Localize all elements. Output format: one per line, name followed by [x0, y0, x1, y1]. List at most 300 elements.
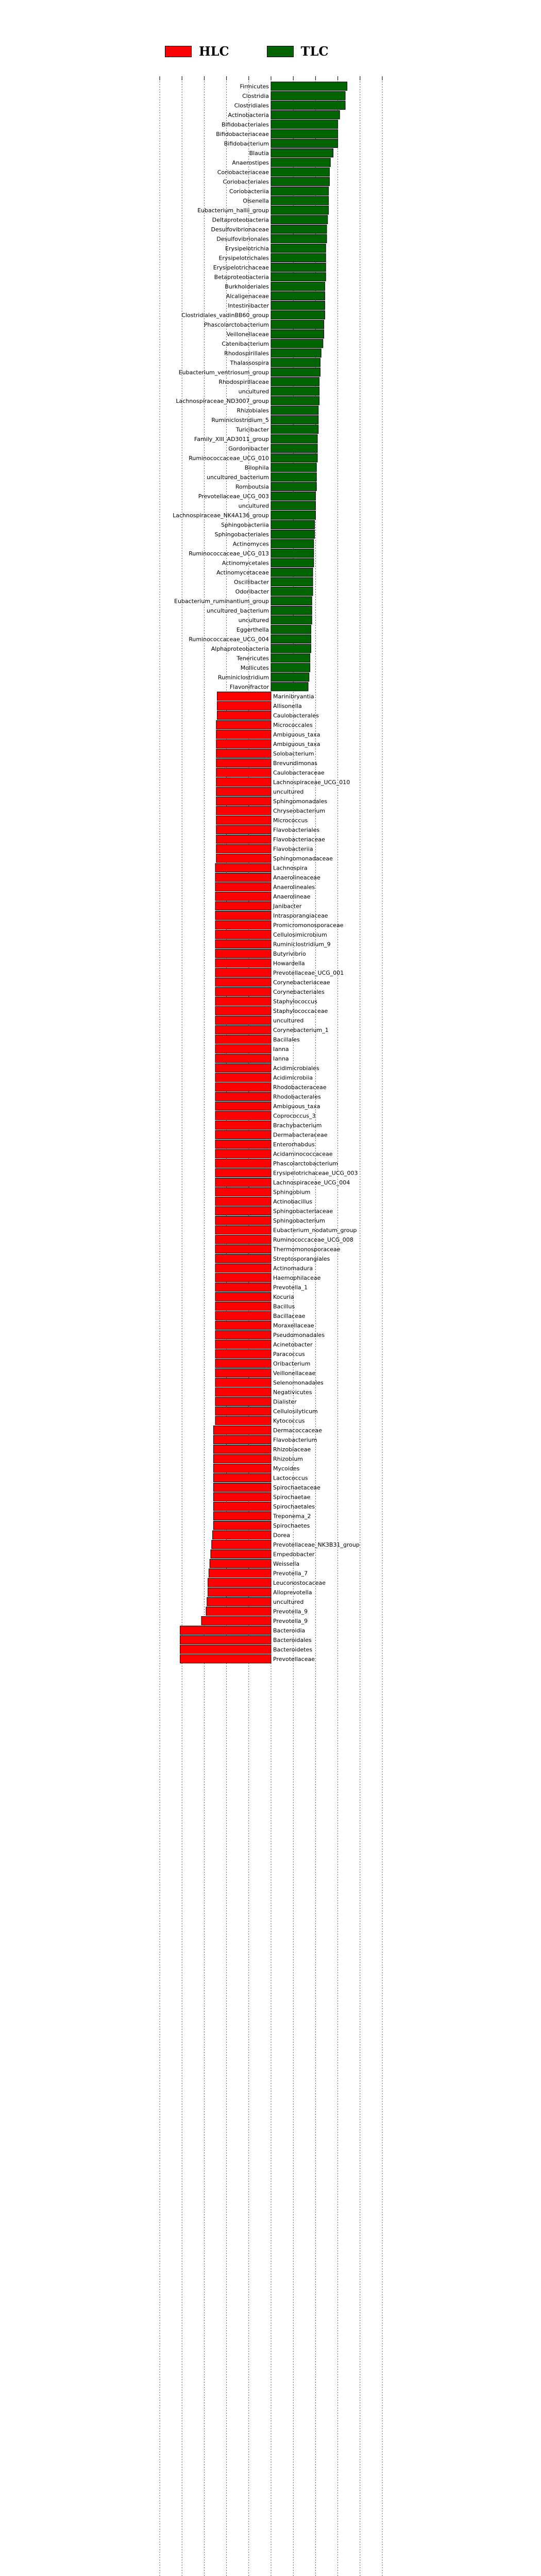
bar-label: Rhodobacterales	[273, 1093, 321, 1100]
bar-label: uncultured_bacterium	[207, 473, 269, 481]
bar-tlc	[271, 473, 316, 482]
bar-label: uncultured	[238, 388, 269, 395]
bar-label: Lachnospiraceae_NK4A136_group	[173, 512, 269, 519]
bar-label: Sphingobium	[273, 1189, 311, 1196]
bar-tlc	[271, 139, 338, 148]
bar-tlc	[271, 253, 326, 262]
bar-hlc	[215, 1188, 271, 1196]
bar-label: Blautia	[249, 149, 269, 157]
bar-label: Clostridiales	[234, 102, 269, 109]
bar-hlc	[215, 1235, 271, 1244]
bar-tlc	[271, 625, 311, 634]
bar-tlc	[271, 578, 313, 586]
bar-label: Actinomycetaceae	[216, 569, 269, 576]
bar-hlc	[215, 1397, 271, 1406]
bar-label: Ambiguous_taxa	[273, 1103, 320, 1110]
bar-hlc	[215, 1111, 271, 1120]
bar-label: Anaerostipes	[232, 159, 269, 166]
bar-hlc	[213, 1493, 271, 1501]
bar-hlc	[217, 702, 271, 710]
bar-hlc	[217, 692, 271, 701]
bar-tlc	[271, 101, 345, 110]
bar-hlc	[216, 759, 271, 768]
bar-label: Bacillus	[273, 1303, 295, 1310]
bar-label: Eubacterium_ruminantium_group	[174, 598, 269, 605]
bar-label: Sphingobacteriales	[214, 531, 269, 538]
bar-hlc	[216, 844, 271, 853]
bar-label: Dermacoccaceae	[273, 1427, 322, 1434]
bar-label: Prevotella_7	[273, 1570, 308, 1577]
bar-tlc	[271, 130, 338, 139]
bar-label: Micrococcus	[273, 817, 308, 824]
bar-label: Sphingomonadales	[273, 798, 328, 805]
bar-label: Janibacter	[273, 903, 302, 910]
bar-label: Weissella	[273, 1560, 300, 1567]
bar-hlc	[216, 797, 271, 806]
bar-tlc	[271, 454, 317, 463]
bar-label: Butyrivibrio	[273, 950, 306, 957]
bar-hlc	[216, 778, 271, 787]
bar-label: Rhodospirillales	[224, 350, 269, 357]
bar-label: Phascolarctobacterium	[204, 321, 269, 328]
bar-label: Odoribacter	[235, 588, 269, 595]
bar-hlc	[215, 1159, 271, 1168]
bar-label: Ruminococcaceae_UCG_010	[189, 454, 269, 462]
bar-hlc	[215, 892, 271, 901]
bar-label: Caulobacteraceae	[273, 769, 325, 776]
bar-tlc	[271, 320, 324, 329]
bar-tlc	[271, 549, 314, 558]
bar-hlc	[215, 959, 271, 968]
bar-hlc	[215, 1016, 271, 1025]
bar-hlc	[206, 1607, 271, 1616]
bar-label: Acidaminococcaceae	[273, 1150, 333, 1158]
bar-label: Spirochaetae	[273, 1494, 311, 1501]
bar-hlc	[215, 1359, 271, 1368]
bar-label: Bacteroidales	[273, 1636, 312, 1643]
bar-hlc	[215, 1245, 271, 1253]
bar-label: Flavobacteriia	[273, 845, 313, 853]
bar-label: Phascolarctobacterium	[273, 1160, 339, 1167]
bar-label: uncultured	[273, 1017, 304, 1024]
bar-hlc	[180, 1645, 271, 1654]
bar-label: Gordonibacter	[228, 445, 269, 452]
bar-label: Ruminococcaceae_UCG_004	[189, 636, 269, 643]
bar-tlc	[271, 558, 314, 567]
bar-label: Ruminiclostridium	[217, 674, 269, 681]
bar-label: Leuconostocaceae	[273, 1579, 326, 1586]
bar-hlc	[216, 835, 271, 844]
bar-hlc	[215, 1388, 271, 1397]
bar-hlc	[180, 1626, 271, 1635]
bar-tlc	[271, 587, 313, 596]
bar-hlc	[215, 1197, 271, 1206]
bar-hlc	[215, 1045, 271, 1054]
bar-label: Streptosporangiales	[273, 1255, 330, 1262]
bar-label: Anaerolineales	[273, 884, 315, 891]
bar-hlc	[215, 1264, 271, 1273]
bar-tlc	[271, 368, 320, 377]
bar-hlc	[213, 1502, 271, 1511]
bar-label: Ruminococcaceae_UCG_013	[189, 550, 269, 557]
bar-tlc	[271, 635, 311, 643]
bar-tlc	[271, 177, 329, 186]
bar-hlc	[215, 1378, 271, 1387]
bar-label: Sphingobacteriia	[221, 521, 269, 529]
bar-label: Oscillibacter	[233, 579, 269, 586]
bar-label: Acidimicrobiia	[273, 1074, 313, 1081]
bar-hlc	[215, 1283, 271, 1292]
bar-tlc	[271, 511, 315, 520]
bar-label: Mycoides	[273, 1465, 300, 1472]
bar-hlc	[210, 1560, 271, 1568]
bar-label: Olsenella	[243, 197, 269, 205]
bar-label: Moraxellaceae	[273, 1322, 314, 1329]
bar-label: Coriobacteriia	[229, 188, 269, 195]
bar-label: Flavobacteriaceae	[273, 836, 325, 843]
bar-hlc	[215, 863, 271, 872]
bar-tlc	[271, 330, 324, 338]
bar-hlc	[212, 1540, 271, 1549]
bar-tlc	[271, 168, 329, 177]
bar-label: Bacillaceae	[273, 1312, 306, 1319]
bar-tlc	[271, 530, 315, 539]
bar-label: Intestinibacter	[228, 302, 269, 309]
bar-label: Erysipelotrichaceae	[213, 264, 269, 271]
bar-label: Kytococcus	[273, 1417, 305, 1425]
bar-hlc	[215, 1092, 271, 1101]
bar-hlc	[215, 921, 271, 929]
bar-hlc	[215, 1121, 271, 1130]
bar-hlc	[215, 1007, 271, 1015]
bar-label: Rhizobium	[273, 1455, 303, 1463]
bar-hlc	[215, 1321, 271, 1330]
bar-label: Eubacterium_ventriosum_group	[178, 369, 269, 376]
bar-hlc	[215, 1293, 271, 1301]
bar-label: Corynebacteriales	[273, 988, 325, 995]
bar-label: Burkholderiales	[225, 283, 269, 290]
bar-tlc	[271, 425, 318, 434]
bar-hlc	[216, 740, 271, 749]
bar-tlc	[271, 292, 325, 300]
bar-tlc	[271, 539, 314, 548]
bar-label: Rhodobacteraceae	[273, 1083, 327, 1091]
bar-label: Ruminococcaceae_UCG_008	[273, 1236, 353, 1243]
bar-label: Mollicutes	[240, 664, 269, 671]
bar-label: Intrasporangiaceae	[273, 912, 328, 919]
bar-label: Bifidobacteriales	[222, 121, 269, 128]
bar-label: Coriobacteriales	[223, 178, 269, 185]
bar-label: Prevotella_9	[273, 1608, 308, 1615]
bar-label: Alcaligenaceae	[226, 293, 269, 300]
bar-tlc	[271, 149, 333, 158]
bar-hlc	[215, 1350, 271, 1359]
bar-hlc	[215, 1226, 271, 1234]
bar-label: Actinomycetales	[222, 560, 269, 567]
bar-label: Clostridia	[242, 92, 269, 99]
bar-hlc	[213, 1464, 271, 1473]
bar-label: Prevotellaceae_UCG_003	[198, 493, 269, 500]
bar-label: Lactococcus	[273, 1475, 308, 1482]
bar-tlc	[271, 501, 315, 510]
bar-label: Thalassospira	[230, 359, 269, 366]
bar-label: Micrococcales	[273, 721, 313, 728]
bar-label: Corynebacteriaceae	[273, 979, 330, 986]
bar-label: Corynebacterium_1	[273, 1026, 329, 1033]
bar-hlc	[215, 969, 271, 977]
bar-hlc	[208, 1579, 271, 1587]
bar-hlc	[215, 1064, 271, 1073]
bar-label: Howardella	[273, 960, 305, 967]
bar-hlc	[215, 1369, 271, 1378]
bar-tlc	[271, 645, 311, 653]
bar-tlc	[271, 263, 326, 272]
bar-tlc	[271, 301, 325, 310]
bar-label: Dermabacteraceae	[273, 1131, 328, 1139]
bar-label: Paracoccus	[273, 1350, 305, 1358]
bar-label: Betaproteobacteria	[214, 274, 269, 281]
bar-label: Cellulosilyticum	[273, 1408, 318, 1415]
bar-label: Lachnospira	[273, 865, 308, 872]
bar-tlc	[271, 568, 313, 577]
bar-tlc	[271, 234, 327, 243]
bar-hlc	[215, 1407, 271, 1416]
bar-label: Flavobacterium	[273, 1436, 317, 1444]
bar-tlc	[271, 359, 320, 367]
bar-label: Prevotellaceae	[273, 1655, 315, 1663]
bar-label: Erysipelotrichales	[218, 255, 269, 262]
bar-hlc	[215, 950, 271, 958]
bar-label: Prevotellaceae_NK3B31_group	[273, 1541, 360, 1548]
bar-hlc	[213, 1454, 271, 1463]
bar-label: Flavobacteriales	[273, 826, 320, 834]
bar-label: Flavonifractor	[229, 683, 269, 690]
bar-tlc	[271, 187, 329, 196]
bar-tlc	[271, 416, 318, 425]
bar-hlc	[215, 1207, 271, 1215]
bar-label: uncultured_bacterium	[207, 607, 269, 614]
bar-label: Negativicutes	[273, 1388, 312, 1396]
bar-tlc	[271, 273, 326, 281]
bar-label: Ambiguous_taxa	[273, 731, 320, 738]
bar-label: Allisonella	[273, 702, 302, 709]
bar-hlc	[216, 730, 271, 739]
bar-label: Rhizobiaceae	[273, 1446, 311, 1453]
bar-hlc	[211, 1550, 271, 1558]
bar-label: Turicibacter	[235, 426, 269, 433]
bar-label: Empedobacter	[273, 1551, 315, 1558]
bar-label: Ambiguous_taxa	[273, 740, 320, 748]
bar-label: Actinomadura	[273, 1265, 313, 1272]
bar-tlc	[271, 111, 340, 120]
bar-hlc	[215, 940, 271, 948]
bar-label: Actinobacteria	[228, 111, 269, 118]
bar-label: Sphingomonadaceae	[273, 855, 333, 862]
bar-label: Pseudomonadales	[273, 1331, 325, 1338]
bar-hlc	[215, 1255, 271, 1263]
bar-tlc	[271, 397, 319, 405]
bar-hlc	[213, 1512, 271, 1520]
bar-label: Prevotella_1	[273, 1284, 308, 1291]
bar-label: uncultured	[238, 617, 269, 624]
bar-hlc	[215, 1216, 271, 1225]
bar-label: Staphylococcus	[273, 998, 317, 1005]
bar-hlc	[213, 1445, 271, 1454]
bar-label: Erysipelotrichia	[225, 245, 269, 252]
bar-label: Eubacterium_hallii_group	[197, 207, 269, 214]
bar-hlc	[215, 902, 271, 910]
bar-tlc	[271, 92, 345, 100]
bar-hlc	[215, 1416, 271, 1425]
bar-label: Bifidobacteriaceae	[216, 130, 269, 138]
bar-label: uncultured	[238, 502, 269, 510]
bar-tlc	[271, 120, 338, 129]
bar-label: Chryseobacterium	[273, 807, 326, 815]
bar-label: Erysipelotrichaceae_UCG_003	[273, 1170, 358, 1177]
bar-label: Catenibacterium	[222, 340, 269, 347]
bar-tlc	[271, 492, 315, 501]
bar-label: Spirochaetales	[273, 1503, 315, 1510]
bar-label: Bacteroidia	[273, 1627, 306, 1634]
bar-label: Alloprevotella	[273, 1589, 312, 1596]
bar-label: Ruminiclostridium_5	[211, 416, 269, 423]
bar-tlc	[271, 387, 319, 396]
bar-label: Dialister	[273, 1398, 297, 1405]
bar-label: Ianna	[273, 1055, 289, 1062]
bar-hlc	[213, 1426, 271, 1435]
bar-hlc	[216, 806, 271, 815]
bar-hlc	[209, 1569, 271, 1578]
bar-label: Eggerthella	[236, 626, 269, 633]
bar-tlc	[271, 435, 317, 444]
bar-tlc	[271, 520, 315, 529]
bar-label: Rhodospirillaceae	[218, 378, 269, 385]
bar-label: Lachnospiraceae_UCG_004	[273, 1179, 350, 1186]
bar-tlc	[271, 406, 318, 415]
bar-hlc	[180, 1636, 271, 1645]
bar-tlc	[271, 606, 312, 615]
bar-tlc	[271, 244, 326, 253]
bar-hlc	[215, 1312, 271, 1320]
bar-tlc	[271, 215, 328, 224]
bar-label: Thermomonosporaceae	[273, 1246, 341, 1253]
bar-tlc	[271, 225, 327, 234]
bar-hlc	[215, 1302, 271, 1311]
bar-hlc	[213, 1483, 271, 1492]
bar-hlc	[215, 978, 271, 987]
bar-label: Bacillales	[273, 1036, 300, 1043]
bar-tlc	[271, 616, 312, 624]
bar-hlc	[208, 1588, 271, 1597]
bar-hlc	[215, 873, 271, 882]
bar-label: Caulobacterales	[273, 712, 319, 719]
bar-tlc	[271, 654, 310, 663]
bar-label: Cellulosimicrobium	[273, 931, 327, 938]
bar-label: Acinetobacter	[273, 1341, 313, 1348]
bar-label: Tenericutes	[236, 655, 269, 662]
bar-hlc	[215, 1035, 271, 1044]
bar-label: Alphaproteobacteria	[211, 645, 269, 652]
bar-label: Ianna	[273, 1045, 289, 1053]
bar-label: Prevotellaceae_UCG_001	[273, 969, 344, 976]
bar-hlc	[215, 1026, 271, 1035]
bar-hlc	[213, 1521, 271, 1530]
bar-label: Spirochaetes	[273, 1522, 310, 1529]
bar-label: Brevundimonas	[273, 759, 317, 767]
bar-label: Dorea	[273, 1532, 290, 1539]
bar-label: Promicromonosporaceae	[273, 922, 344, 929]
bar-hlc	[215, 883, 271, 891]
bar-label: Selenomonadales	[273, 1379, 324, 1386]
bar-label: Enterorhabdus	[273, 1141, 315, 1148]
bar-label: Veillonellaceae	[226, 331, 269, 338]
bar-label: Romboutsia	[235, 483, 269, 490]
bar-label: Desulfovibrionales	[216, 235, 269, 243]
bar-hlc	[215, 1102, 271, 1111]
bar-hlc	[215, 1274, 271, 1282]
bar-tlc	[271, 349, 321, 358]
bar-hlc	[213, 1473, 271, 1482]
bar-tlc	[271, 444, 317, 453]
bar-label: Bifidobacterium	[224, 140, 269, 147]
bar-label: Prevotella_9	[273, 1617, 308, 1624]
bar-hlc	[180, 1655, 271, 1664]
bar-hlc	[215, 1149, 271, 1158]
bar-tlc	[271, 664, 310, 672]
bar-label: Haemophilaceae	[273, 1274, 321, 1281]
bar-label: Marinibryantia	[273, 693, 314, 700]
bar-hlc	[215, 988, 271, 996]
bar-tlc	[271, 82, 347, 91]
bar-label: Eubacterium_nodatum_group	[273, 1227, 357, 1234]
bar-hlc	[216, 768, 271, 777]
bar-hlc	[216, 854, 271, 863]
bar-hlc	[215, 1073, 271, 1082]
bar-label: uncultured	[273, 1598, 304, 1605]
bar-hlc	[216, 749, 271, 758]
bar-label: Coprococcus_3	[273, 1112, 316, 1120]
bar-tlc	[271, 378, 319, 386]
bar-label: Lachnospiraceae_UCG_010	[273, 778, 350, 786]
bar-label: Spirochaetaceae	[273, 1484, 320, 1491]
bar-label: Bacteroidetes	[273, 1646, 313, 1653]
bar-tlc	[271, 340, 323, 348]
bar-hlc	[215, 930, 271, 939]
bar-label: Actinomyces	[232, 540, 269, 548]
bar-hlc	[215, 1340, 271, 1349]
legend-label-tlc: TLC	[300, 44, 329, 59]
bar-layer	[180, 82, 347, 1663]
bar-label: Acidimicrobiales	[273, 1064, 319, 1072]
bar-hlc	[215, 1168, 271, 1177]
bar-hlc	[217, 711, 271, 720]
legend-label-hlc: HLC	[199, 44, 229, 59]
bar-hlc	[216, 721, 271, 730]
bar-label: Desulfovibrionaceae	[211, 226, 269, 233]
bar-tlc	[271, 282, 325, 291]
bar-hlc	[215, 1054, 271, 1063]
bar-hlc	[216, 816, 271, 825]
bar-label: Family_XIII_AD3011_group	[194, 435, 269, 443]
bar-hlc	[215, 997, 271, 1006]
bar-label: Clostridiales_vadinBB60_group	[181, 312, 269, 319]
bar-hlc	[216, 787, 271, 796]
bar-label: Sphingobacteriaceae	[273, 1208, 333, 1215]
bar-tlc	[271, 482, 316, 491]
bar-label: Deltaproteobacteria	[212, 216, 269, 224]
bar-label: Kocuria	[273, 1293, 294, 1300]
bar-tlc	[271, 206, 329, 215]
